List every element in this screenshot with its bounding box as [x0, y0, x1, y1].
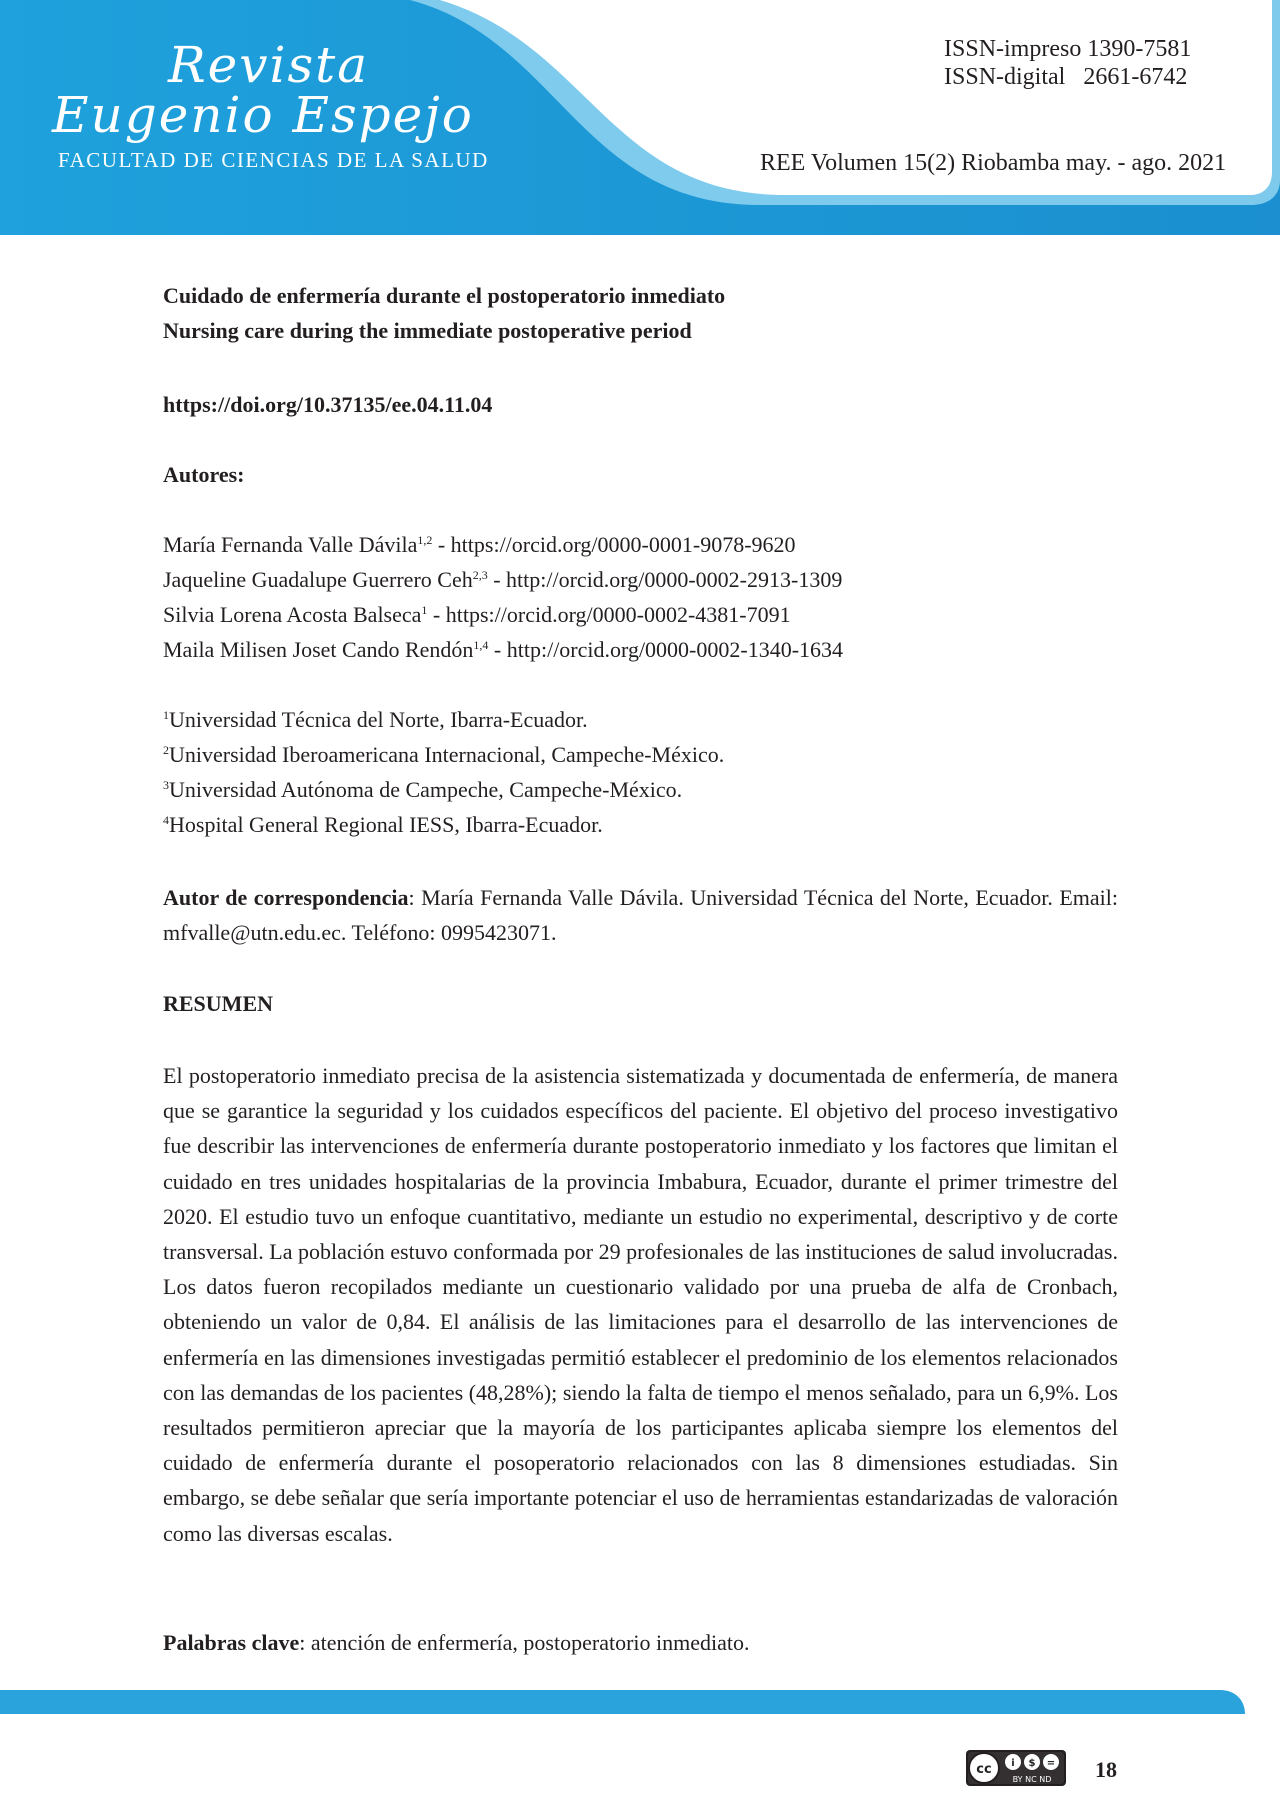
author-row	[163, 597, 1118, 632]
affiliation-row	[163, 737, 1118, 772]
correspondence-text: : María Fernanda Valle Dávila. Universidad Técnica del Norte, Ecuador. Email: mfvalle@utn.edu.ec. Teléfono: 0995423071.	[163, 885, 1119, 945]
affiliation-text: Universidad Técnica del Norte, Ibarra-Ecuador.	[169, 707, 588, 732]
keywords-text: : atención de enfermería, postoperatorio inmediato.	[299, 1630, 750, 1655]
title-spanish: Cuidado de enfermería durante el postoperatorio inmediato	[163, 283, 726, 308]
cc-license-icon[interactable]	[965, 1749, 1067, 1787]
author-orcid-link[interactable]: - http://orcid.org/0000-0002-1340-1634	[488, 637, 844, 662]
journal-logo-line2: Eugenio Espejo	[52, 86, 474, 144]
author-orcid-link[interactable]: - https://orcid.org/0000-0002-4381-7091	[427, 602, 791, 627]
affiliation-number: 2	[163, 743, 169, 757]
affiliation-text: Universidad Iberoamericana Internacional, Campeche-México.	[169, 742, 725, 767]
authors-heading: Autores:	[163, 462, 245, 487]
title-english: Nursing care during the immediate postoperative period	[163, 318, 692, 343]
volume-info: REE Volumen 15(2) Riobamba may. - ago. 2021	[760, 150, 1227, 176]
author-list	[163, 527, 1118, 667]
article-title	[163, 278, 1118, 348]
author-row	[163, 562, 1118, 597]
license-badge-text: BY NC ND	[1012, 1775, 1052, 1784]
svg-text:$: $	[1028, 1758, 1036, 1769]
faculty-name: FACULTAD DE CIENCIAS DE LA SALUD	[58, 148, 489, 172]
correspondence-label: Autor de correspondencia	[163, 885, 409, 910]
footer-bar	[0, 1690, 1280, 1720]
author-name: Jaqueline Guadalupe Guerrero Ceh	[163, 567, 473, 592]
affiliation-number: 1	[163, 708, 169, 722]
page-number: 18	[1095, 1757, 1117, 1782]
doi-link[interactable]: https://doi.org/10.37135/ee.04.11.04	[163, 392, 493, 417]
affiliation-row	[163, 772, 1118, 807]
affiliation-number: 4	[163, 813, 169, 827]
svg-text:cc: cc	[976, 1762, 992, 1777]
author-row	[163, 632, 1118, 667]
svg-text:i: i	[1011, 1758, 1015, 1769]
abstract-heading: RESUMEN	[163, 991, 274, 1016]
author-name: Maila Milisen Joset Cando Rendón	[163, 637, 474, 662]
author-name: Silvia Lorena Acosta Balseca	[163, 602, 422, 627]
affiliation-text: Hospital General Regional IESS, Ibarra-Ecuador.	[169, 812, 603, 837]
issn-digital: ISSN-digital 2661-6742	[944, 64, 1188, 90]
author-affiliation-ref: 1,2	[417, 533, 433, 547]
journal-logo-line1: Revista	[168, 36, 370, 94]
author-affiliation-ref: 1,4	[473, 638, 489, 652]
author-orcid-link[interactable]: - http://orcid.org/0000-0002-2913-1309	[487, 567, 843, 592]
affiliation-text: Universidad Autónoma de Campeche, Campeche-México.	[169, 777, 683, 802]
keywords-label: Palabras clave	[163, 1630, 300, 1655]
author-affiliation-ref: 1	[421, 603, 428, 617]
affiliation-number: 3	[163, 778, 169, 792]
author-row	[163, 527, 1118, 562]
issn-print: ISSN-impreso 1390-7581	[944, 36, 1192, 62]
affiliation-row	[163, 702, 1118, 737]
affiliation-row	[163, 807, 1118, 842]
author-name: María Fernanda Valle Dávila	[163, 532, 418, 557]
abstract-text: El postoperatorio inmediato precisa de la asistencia sistematizada y documentada de enfermería, de manera que se garantice la seguridad y los cuidados específicos del paciente. El objetivo del proceso investigativo fue describir las intervenciones de enfermería durante postoperatorio inmediato y los factores que limitan el cuidado en tres unidades hospitalarias de la provincia Imbabura, Ecuador, durante el primer trimestre del 2020. El estudio tuvo un enfoque cuantitativo, mediante un estudio no experimental, descriptivo y de corte transversal. La población estuvo conformada por 29 profesionales de las instituciones de salud involucradas. Los datos fueron recopilados mediante un cuestionario validado por una prueba de alfa de Cronbach, obteniendo un valor de 0,84. El análisis de las limitaciones para el desarrollo de las intervenciones de enfermería en las dimensiones investigadas permitió establecer el predominio de los elementos relacionados con las demandas de los pacientes (48,28%); siendo la falta de tiempo el menos señalado, para un 6,9%. Los resultados permitieron apreciar que la mayoría de los participantes aplicaba siempre los elementos del cuidado de enfermería durante el posoperatorio relacionados con las 8 dimensiones estudiadas. Sin embargo, se debe señalar que sería importante potenciar el uso de herramientas estandarizadas de valoración como las diversas escalas.	[163, 1063, 1118, 1546]
correspondence	[163, 880, 1118, 950]
affiliation-list	[163, 702, 1118, 842]
author-orcid-link[interactable]: - https://orcid.org/0000-0001-9078-9620	[432, 532, 796, 557]
keywords	[163, 1625, 1118, 1660]
svg-text:=: =	[1046, 1758, 1056, 1769]
author-affiliation-ref: 2,3	[472, 568, 488, 582]
